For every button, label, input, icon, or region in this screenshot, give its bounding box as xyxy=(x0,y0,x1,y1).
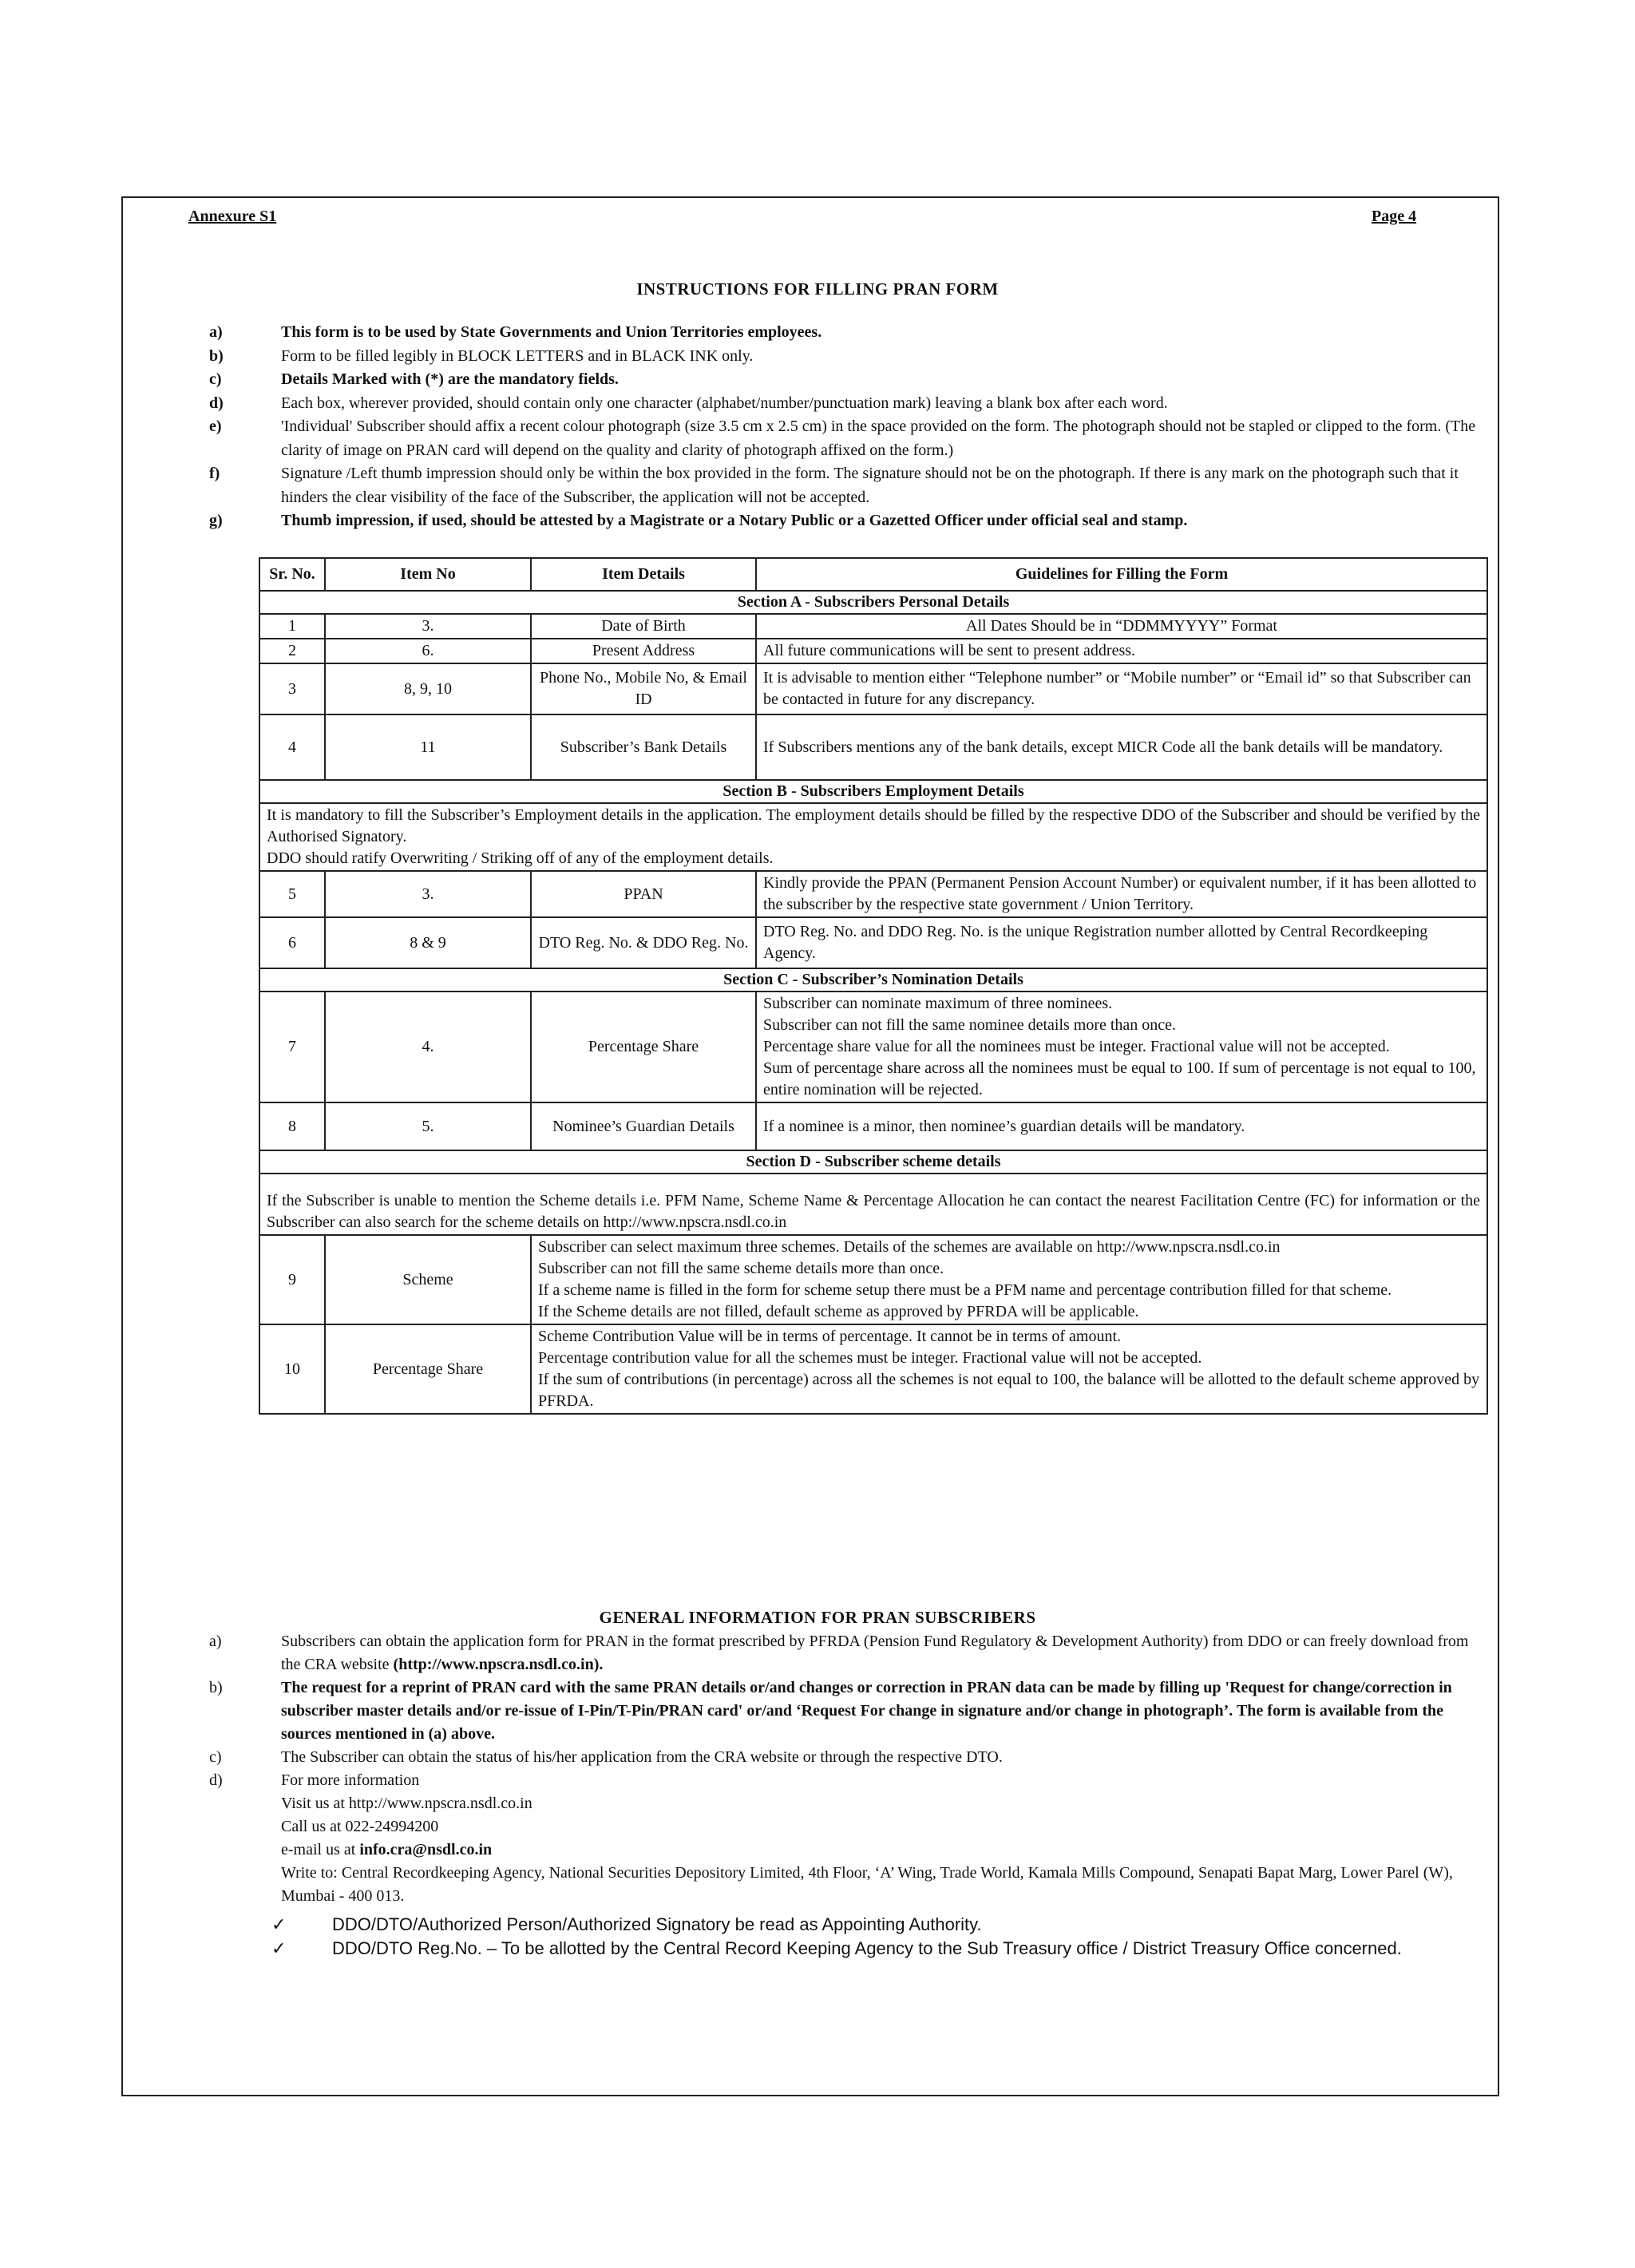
table-row: 6 8 & 9 DTO Reg. No. & DDO Reg. No. DTO Reg. No. and DDO Reg. No. is the unique Registration number allotted by Central Recordkeeping Agency. xyxy=(259,917,1487,968)
table-row: 2 6. Present Address All future communications will be sent to present address. xyxy=(259,639,1487,663)
appointing-notes xyxy=(271,1913,1469,1961)
general-info-title: GENERAL INFORMATION FOR PRAN SUBSCRIBERS xyxy=(599,1608,1036,1627)
table-row: 4 11 Subscriber’s Bank Details If Subscribers mentions any of the bank details, except MICR Code all the bank details will be mandatory. xyxy=(259,714,1487,780)
instruction-item: b) Form to be filled legibly in BLOCK LETTERS and in BLACK INK only. xyxy=(209,346,754,365)
general-item-c: c) The Subscriber can obtain the status of his/her application from the CRA website or through the respective DTO. xyxy=(209,1748,1003,1766)
note-item: ✓ DDO/DTO Reg.No. – To be allotted by the Central Record Keeping Agency to the Sub Treasury office / District Treasury Office concerned. xyxy=(271,1937,1469,1961)
check-icon: ✓ xyxy=(271,1938,287,1958)
note-item: ✓ DDO/DTO/Authorized Person/Authorized Signatory be read as Appointing Authority. xyxy=(271,1913,1469,1937)
table-row: 1 3. Date of Birth All Dates Should be in “DDMMYYYY” Format xyxy=(259,614,1487,639)
general-item-b: b) The request for a reprint of PRAN card with the same PRAN details or/and changes or correction in PRAN data can be made by filling up 'Request for change/correction in subscriber master details and/or re-issue of I-Pin/T-Pin/PRAN card' or/and ‘Request For change in signature and/or change in photograph’. The form is available from the sources mentioned in (a) above. xyxy=(209,1679,1452,1743)
instruction-item: f) Signature /Left thumb impression should only be within the box provided in the form. The signature should not be on the photograph. If there is any mark on the photograph such that it hinders the clear visibility of the face of the Subscriber, the application will not be accepted. xyxy=(209,465,1459,506)
table-row: 8 5. Nominee’s Guardian Details If a nominee is a minor, then nominee’s guardian details will be mandatory. xyxy=(259,1102,1487,1150)
guidelines-table xyxy=(259,557,1488,1415)
instruction-item: e) 'Individual' Subscriber should affix a recent colour photograph (size 3.5 cm x 2.5 cm) in the space provided on the form. The photograph should not be stapled or clipped to the form. (The clarity of image on PRAN card will depend on the quality and clarity of photograph affixed on the form.) xyxy=(209,418,1476,459)
instruction-item: c) Details Marked with (*) are the mandatory fields. xyxy=(209,370,619,388)
general-info-list xyxy=(209,1630,1487,1908)
page-number: Page 4 xyxy=(1372,208,1417,225)
section-b-note: It is mandatory to fill the Subscriber’s Employment details in the application. The employment details should be filled by the respective DDO of the Subscriber and should be verified by the Authorised Signatory. DDO should ratify Overwriting / Striking off of any of the employment details. xyxy=(259,803,1487,871)
table-row: 9 Scheme Subscriber can select maximum three schemes. Details of the schemes are available on http://www.npscra.nsdl.co.in Subscriber can not fill the same scheme details more than once. If a scheme name is filled in the form for scheme setup there must be a PFM name and percentage contribution filled for that scheme. If the Scheme details are not filled, default scheme as approved by PFRDA will be applicable. xyxy=(259,1235,1487,1324)
table-row: 3 8, 9, 10 Phone No., Mobile No, & Email ID It is advisable to mention either “Telephone number” or “Mobile number” or “Email id” so that Subscriber can be contacted in future for any discrepancy. xyxy=(259,663,1487,714)
contact-address: Write to: Central Recordkeeping Agency, National Securities Depository Limited, 4th Floor, ‘A’ Wing, Trade World, Kamala Mills Compound, Senapati Bapat Marg, Lower Parel (W), Mumbai - 400 013. xyxy=(281,1864,1453,1905)
instructions-list xyxy=(209,321,1487,533)
general-item-a: a) Subscribers can obtain the application form for PRAN in the format prescribed by PFRDA (Pension Fund Regulatory & Development Authority) from DDO or can freely download from the CRA website (http://www.npscra.nsdl.co.in). xyxy=(209,1633,1469,1673)
table-row: 5 3. PPAN Kindly provide the PPAN (Permanent Pension Account Number) or equivalent number, if it has been allotted to the subscriber by the respective state government / Union Territory. xyxy=(259,871,1487,917)
instruction-item: d) Each box, wherever provided, should contain only one character (alphabet/number/punctuation mark) leaving a blank box after each word. xyxy=(209,394,1168,412)
instructions-title: INSTRUCTIONS FOR FILLING PRAN FORM xyxy=(636,279,999,299)
section-b-heading: Section B - Subscribers Employment Details xyxy=(259,780,1487,803)
contact-visit[interactable]: Visit us at http://www.npscra.nsdl.co.in xyxy=(281,1795,532,1812)
section-d-heading: Section D - Subscriber scheme details xyxy=(259,1150,1487,1174)
contact-email: e-mail us at info.cra@nsdl.co.in xyxy=(281,1841,493,1858)
header-sr-no: Sr. No. xyxy=(259,558,325,591)
check-icon: ✓ xyxy=(271,1914,287,1934)
section-c-heading: Section C - Subscriber’s Nomination Details xyxy=(259,968,1487,992)
section-a-heading: Section A - Subscribers Personal Details xyxy=(259,591,1487,614)
general-item-d: d) For more information xyxy=(209,1771,420,1789)
section-d-note: If the Subscriber is unable to mention the Scheme details i.e. PFM Name, Scheme Name & Percentage Allocation he can contact the nearest Facilitation Centre (FC) for information or the Subscriber can also search for the scheme details on http://www.npscra.nsdl.co.in xyxy=(259,1174,1487,1235)
header-guidelines: Guidelines for Filling the Form xyxy=(756,558,1487,591)
email-link[interactable]: info.cra@nsdl.co.in xyxy=(359,1841,493,1858)
table-header-row xyxy=(259,558,1487,591)
header-item-no: Item No xyxy=(325,558,531,591)
header-item-details: Item Details xyxy=(531,558,756,591)
instruction-item: g) Thumb impression, if used, should be attested by a Magistrate or a Notary Public or a Gazetted Officer under official seal and stamp. xyxy=(209,512,1188,529)
table-row: 10 Percentage Share Scheme Contribution Value will be in terms of percentage. It cannot be in terms of amount. Percentage contribution value for all the schemes must be integer. Fractional value will not be accepted. If the sum of contributions (in percentage) across all the schemes is not equal to 100, the balance will be allotted to the default scheme approved by PFRDA. xyxy=(259,1324,1487,1414)
table-row: 7 4. Percentage Share Subscriber can nominate maximum of three nominees. Subscriber can not fill the same nominee details more than once. Percentage share value for all the nominees must be integer. Fractional value will not be accepted. Sum of percentage share across all the nominees must be equal to 100. If sum of percentage is not equal to 100, entire nomination will be rejected. xyxy=(259,992,1487,1102)
instruction-item: a) This form is to be used by State Governments and Union Territories employees. xyxy=(209,323,822,341)
annexure-label: Annexure S1 xyxy=(188,208,277,225)
cra-website-link[interactable]: (http://www.npscra.nsdl.co.in). xyxy=(393,1656,604,1673)
contact-call: Call us at 022-24994200 xyxy=(281,1818,439,1835)
